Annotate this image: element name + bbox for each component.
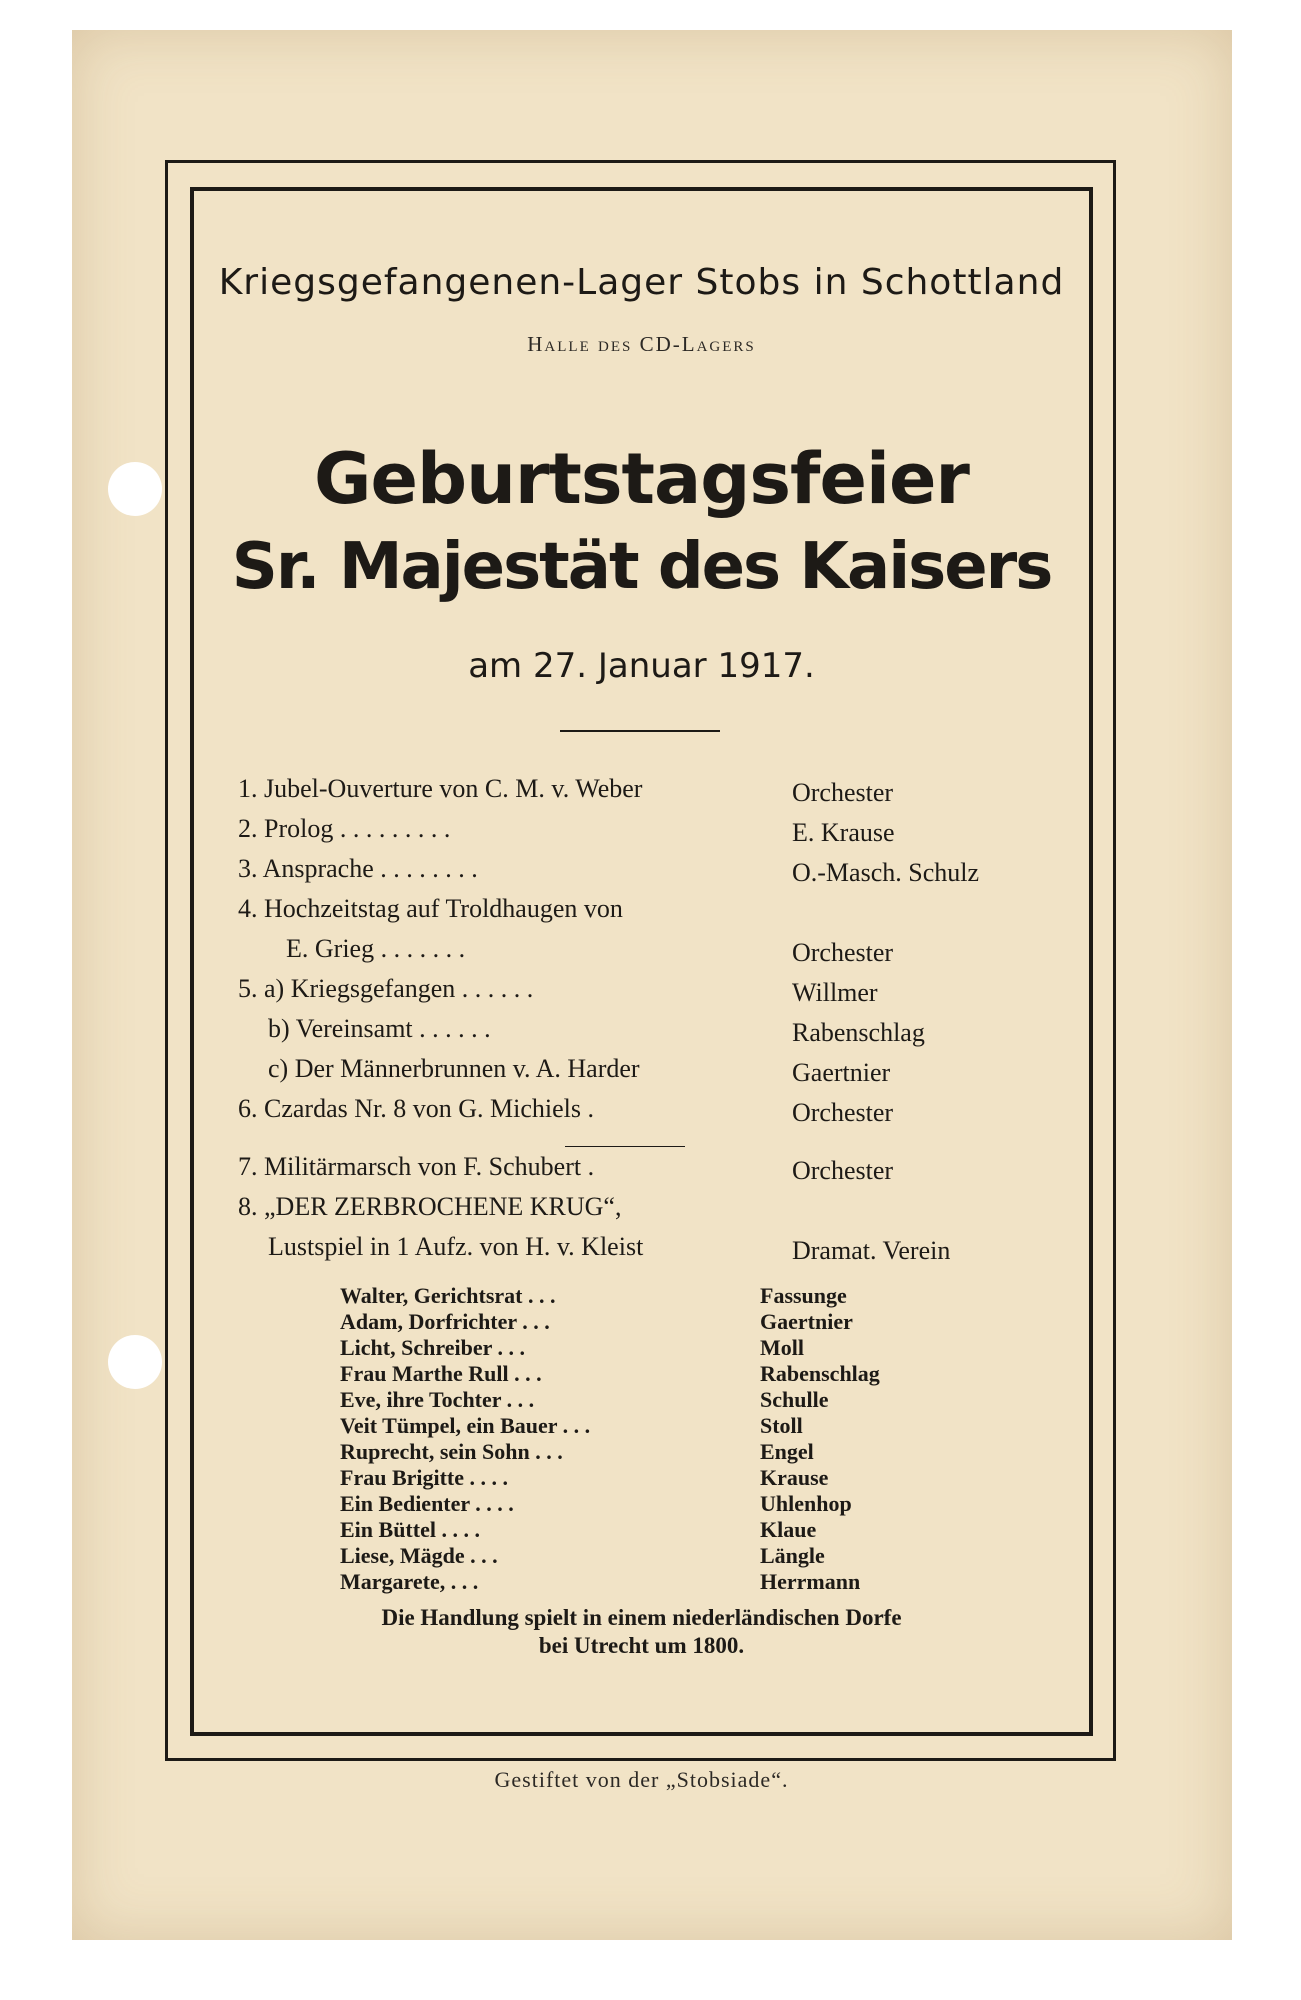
program-row — [238, 1054, 1058, 1094]
sponsor-line: Gestiftet von der „Stobsiade“. — [494, 1767, 789, 1792]
cast-row — [340, 1309, 980, 1335]
program-row — [238, 854, 1058, 894]
event-title-line1: Geburtstagsfeier — [314, 438, 969, 520]
program-item: 6. Czardas Nr. 8 von G. Michiels . — [238, 1094, 595, 1123]
program-performer: Willmer — [792, 978, 878, 1007]
cast-actor: Klaue — [760, 1517, 817, 1542]
program-list — [238, 774, 1058, 1272]
cast-actor: Moll — [760, 1335, 804, 1360]
cast-role: Frau Brigitte . . . . — [340, 1465, 509, 1490]
program-item: E. Grieg . . . . . . . — [286, 934, 466, 963]
program-row — [238, 1152, 1058, 1192]
hall-subheading: Halle des CD-Lagers — [527, 332, 756, 356]
program-item: Lustspiel in 1 Aufz. von H. v. Kleist — [268, 1232, 644, 1261]
program-performer: Rabenschlag — [792, 1018, 925, 1047]
cast-role: Ein Bedienter . . . . — [340, 1491, 514, 1516]
cast-role: Eve, ihre Tochter . . . — [340, 1387, 535, 1412]
program-row — [238, 1192, 1058, 1232]
program-performer: Orchester — [792, 1156, 894, 1185]
program-item: 7. Militärmarsch von F. Schubert . — [238, 1152, 595, 1181]
program-item: 4. Hochzeitstag auf Troldhaugen von — [238, 894, 623, 923]
cast-role: Ein Büttel . . . . — [340, 1517, 480, 1542]
program-item: 1. Jubel-Ouverture von C. M. v. Weber — [238, 774, 643, 803]
cast-role: Adam, Dorfrichter . . . — [340, 1309, 550, 1334]
cast-row — [340, 1413, 980, 1439]
cast-role: Walter, Gerichtsrat . . . — [340, 1283, 556, 1308]
cast-row — [340, 1387, 980, 1413]
cast-actor: Herrmann — [760, 1569, 861, 1594]
program-item: 3. Ansprache . . . . . . . . — [238, 854, 478, 883]
cast-row — [340, 1491, 980, 1517]
cast-actor: Uhlenhop — [760, 1491, 852, 1516]
cast-actor: Engel — [760, 1439, 814, 1464]
cast-role: Ruprecht, sein Sohn . . . — [340, 1439, 563, 1464]
program-row — [238, 814, 1058, 854]
program-row — [238, 974, 1058, 1014]
cast-actor: Fassunge — [760, 1283, 847, 1308]
cast-role: Licht, Schreiber . . . — [340, 1335, 525, 1360]
cast-actor: Schulle — [760, 1387, 829, 1412]
program-performer: E. Krause — [792, 818, 895, 847]
program-item: c) Der Männerbrunnen v. A. Harder — [268, 1054, 640, 1083]
cast-row — [340, 1465, 980, 1491]
event-title-line2: Sr. Majestät des Kaisers — [231, 530, 1052, 604]
cast-actor: Stoll — [760, 1413, 803, 1438]
program-performer: Gaertnier — [792, 1058, 891, 1087]
cast-role: Veit Tümpel, ein Bauer . . . — [340, 1413, 591, 1438]
program-performer: Dramat. Verein — [792, 1236, 951, 1265]
divider — [560, 730, 720, 732]
program-performer: O.-Masch. Schulz — [792, 858, 980, 887]
cast-role: Liese, Mägde . . . — [340, 1543, 498, 1568]
cast-row — [340, 1569, 980, 1595]
cast-row — [340, 1543, 980, 1569]
cast-row — [340, 1439, 980, 1465]
program-item: 8. „DER ZERBROCHENE KRUG“, — [238, 1192, 622, 1221]
program-item: b) Vereinsamt . . . . . . — [268, 1014, 491, 1043]
program-item: 5. a) Kriegsgefangen . . . . . . — [238, 974, 534, 1003]
cast-row — [340, 1517, 980, 1543]
setting-note-line2: bei Utrecht um 1800. — [538, 1633, 745, 1658]
cast-actor: Längle — [760, 1543, 825, 1568]
cast-list — [340, 1283, 980, 1595]
program-row — [238, 1232, 1058, 1272]
cast-role: Frau Marthe Rull . . . — [340, 1361, 542, 1386]
program-row — [238, 774, 1058, 814]
punch-hole — [108, 462, 162, 516]
program-performer: Orchester — [792, 778, 894, 807]
cast-row — [340, 1335, 980, 1361]
cast-row — [340, 1283, 980, 1309]
program-performer: Orchester — [792, 1098, 894, 1127]
camp-heading: Kriegsgefangenen-Lager Stobs in Schottland — [218, 262, 1065, 303]
cast-role: Margarete, . . . — [340, 1569, 479, 1594]
program-row — [238, 1014, 1058, 1054]
section-divider — [565, 1146, 685, 1147]
cast-actor: Rabenschlag — [760, 1361, 880, 1386]
cast-actor: Gaertnier — [760, 1309, 853, 1334]
program-performer: Orchester — [792, 938, 894, 967]
event-date: am 27. Januar 1917. — [468, 646, 815, 686]
program-row — [238, 1094, 1058, 1134]
punch-hole — [108, 1335, 162, 1389]
program-row — [238, 894, 1058, 934]
cast-row — [340, 1361, 980, 1387]
setting-note-line1: Die Handlung spielt in einem niederländischen Dorfe — [381, 1605, 902, 1630]
cast-actor: Krause — [760, 1465, 829, 1490]
program-item: 2. Prolog . . . . . . . . . — [238, 814, 451, 843]
program-divider-row — [238, 1134, 1058, 1152]
program-row — [238, 934, 1058, 974]
